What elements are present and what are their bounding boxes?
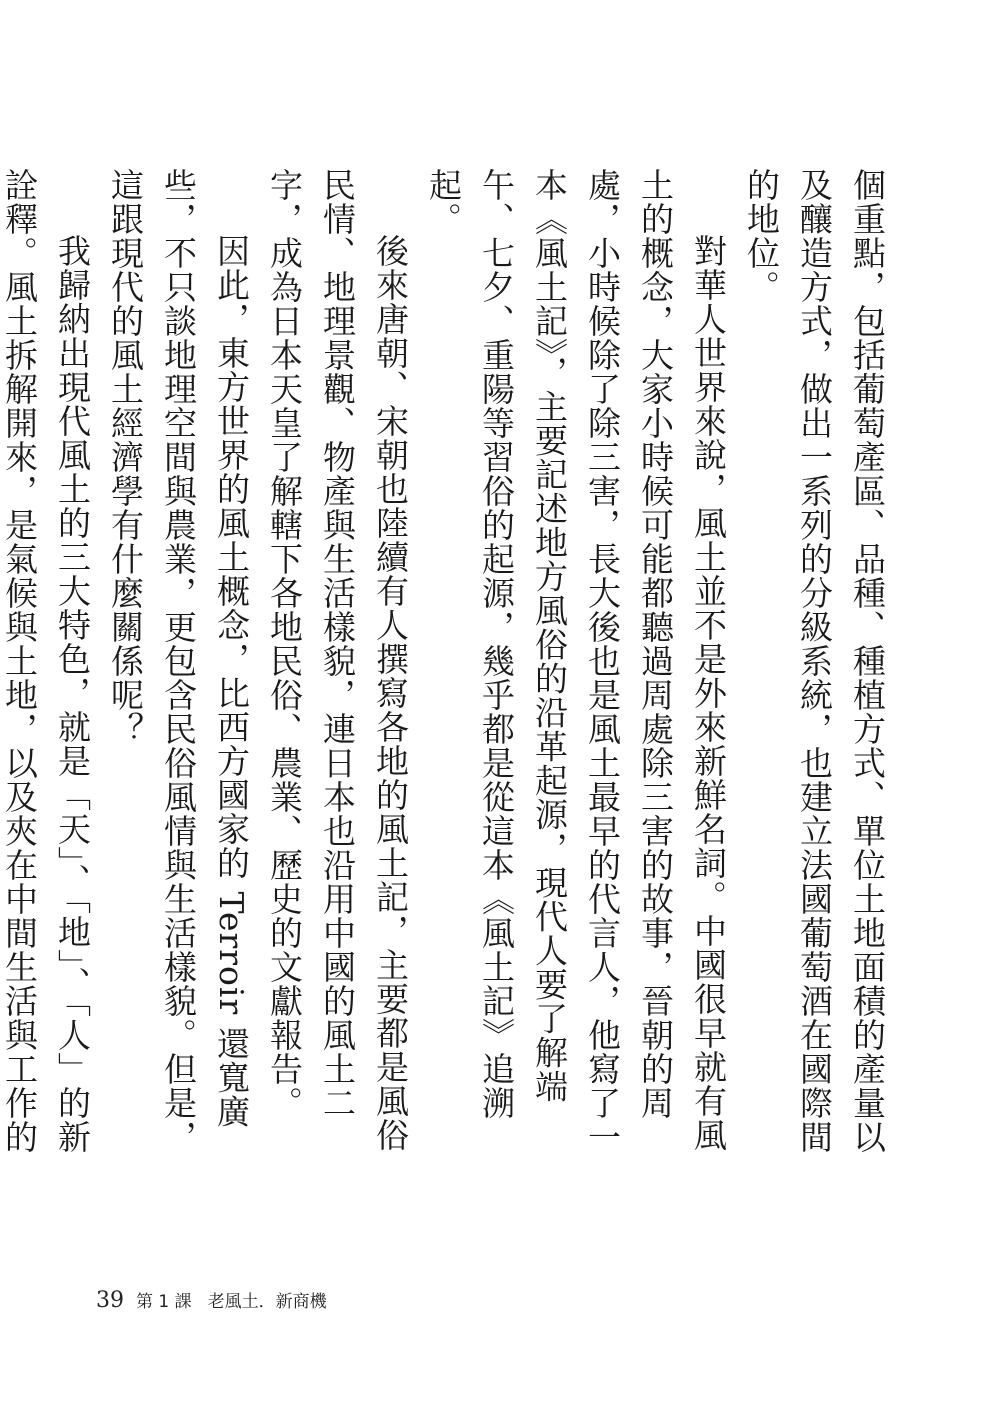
- paragraph-1: 個重點，包括葡萄產區、品種、種植方式、單位土地面積的產量以及釀造方式，做出一系列的分級系統，也建立法國葡萄酒在國際間的地位。: [742, 168, 887, 1154]
- page-footer: [96, 1287, 327, 1317]
- paragraph-5: 我歸納出現代風土的三大特色，就是「天」、「地」、「人」的新詮釋。風土拆解開來，是氣候與土地，以及夾在中間生活與工作的: [0, 168, 92, 1154]
- paragraph-3: 後來唐朝、宋朝也陸續有人撰寫各地的風土記，主要都是風俗民情、地理景觀、物產與生活樣貌，連日本也沿用中國的風土二字，成為日本天皇了解轄下各地民俗、農業、歷史的文獻報告。: [265, 168, 410, 1152]
- paragraph-4: 因此，東方世界的風土概念，比西方國家的 Terroir 還寬廣些，不只談地理空間與農業，更包含民俗風情與生活樣貌。但是，這跟現代的風土經濟學有什麼關係呢？: [106, 168, 251, 1154]
- chapter-title: 老風土．新商機: [207, 1292, 327, 1312]
- vertical-text-body: [0, 168, 894, 1168]
- page-number: 39: [96, 1288, 124, 1313]
- paragraph-2: 對華人世界來說，風土並不是外來新鮮名詞。中國很早就有風土的概念，大家小時候可能都聽過周處除三害的故事，晉朝的周處，小時候除了除三害，長大後也是風土最早的代言人，他寫了一本《風土記》，主要記述地方風俗的沿革起源，現代人要了解端午、七夕、重陽等習俗的起源，幾乎都是從這本《風土記》追溯起。: [424, 168, 728, 1154]
- chapter-label: 第 1 課: [136, 1292, 192, 1312]
